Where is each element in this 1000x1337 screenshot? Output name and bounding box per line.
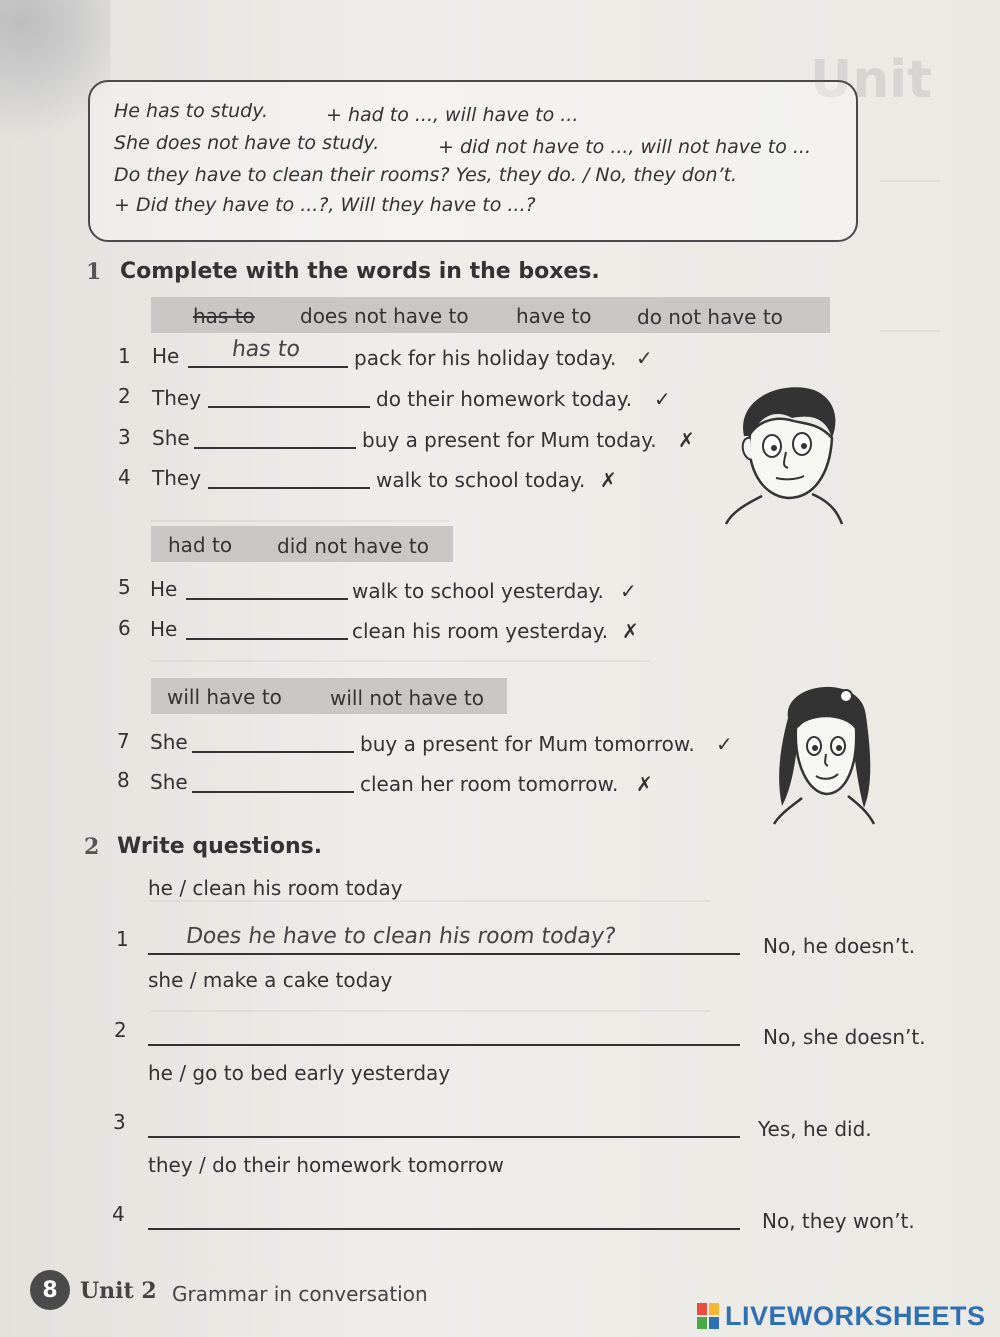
item-number: 8 <box>117 768 130 792</box>
word-box <box>151 678 507 714</box>
ghost-show-through: Unit <box>810 50 932 110</box>
answer-blank[interactable] <box>194 447 356 449</box>
item-text: pack for his holiday today. <box>354 346 617 370</box>
page-number-badge <box>30 1270 70 1310</box>
item-text: clean his room yesterday. <box>352 619 609 643</box>
cross-icon: ✗ <box>600 468 617 492</box>
ghost-line <box>150 1010 710 1012</box>
ghost-line <box>880 330 940 332</box>
item-number: 4 <box>112 1202 125 1226</box>
item-subject: He <box>150 577 178 601</box>
grammar-reference-box <box>88 80 858 242</box>
exercise-number: 2 <box>84 834 100 860</box>
girl-illustration <box>768 668 880 826</box>
answer-line[interactable] <box>148 1136 740 1138</box>
reply-text: Yes, he did. <box>758 1117 872 1141</box>
word-option: do not have to <box>637 305 783 329</box>
cross-icon: ✗ <box>622 619 639 643</box>
answer-blank[interactable] <box>192 751 354 753</box>
word-option: will have to <box>167 685 282 709</box>
check-icon: ✓ <box>636 346 653 370</box>
prompt-cue: he / clean his room today <box>148 876 403 900</box>
boy-illustration <box>722 378 846 528</box>
answer-blank[interactable] <box>186 598 348 600</box>
item-subject: She <box>150 730 188 754</box>
liveworksheets-watermark: LIVEWORKSHEETS <box>725 1301 986 1331</box>
item-number: 5 <box>118 575 131 599</box>
reply-text: No, she doesn’t. <box>763 1025 926 1049</box>
item-number: 3 <box>113 1110 126 1134</box>
word-option: have to <box>516 304 592 328</box>
footer-section: Grammar in conversation <box>172 1282 428 1306</box>
answer-blank[interactable] <box>208 487 370 489</box>
item-number: 4 <box>118 465 131 489</box>
answer-blank[interactable] <box>208 406 370 408</box>
item-number: 1 <box>118 344 131 368</box>
ghost-line <box>150 900 710 902</box>
word-option: had to <box>168 533 233 557</box>
answer-line[interactable] <box>148 953 740 955</box>
word-option: did not have to <box>277 534 429 558</box>
ghost-line <box>150 660 650 662</box>
item-number: 6 <box>118 616 131 640</box>
grammar-line: + Did they have to ...?, Will they have to ...? <box>114 194 536 216</box>
prompt-cue: they / do their homework tomorrow <box>148 1153 504 1177</box>
word-option: has to <box>193 304 255 328</box>
answer-blank[interactable] <box>186 638 348 640</box>
reply-text: No, they won’t. <box>762 1209 915 1233</box>
item-subject: They <box>152 466 202 490</box>
item-text: walk to school today. <box>376 468 586 492</box>
item-text: buy a present for Mum today. <box>362 428 657 452</box>
item-subject: She <box>152 426 190 450</box>
item-text: buy a present for Mum tomorrow. <box>360 732 695 756</box>
prompt-cue: she / make a cake today <box>148 968 393 992</box>
item-number: 3 <box>118 425 131 449</box>
footer-unit: Unit 2 <box>80 1278 157 1304</box>
item-number: 2 <box>118 384 131 408</box>
item-number: 7 <box>117 729 130 753</box>
grammar-line: He has to study. <box>114 100 269 122</box>
exercise-title: Write questions. <box>117 834 323 859</box>
grammar-line: She does not have to study. <box>114 132 380 154</box>
page-number: 8 <box>42 1277 58 1303</box>
item-number: 2 <box>114 1018 127 1042</box>
handwritten-answer[interactable]: has to <box>230 337 302 362</box>
exercise-number: 1 <box>86 259 102 285</box>
word-option: will not have to <box>330 686 485 710</box>
item-text: do their homework today. <box>376 387 633 411</box>
handwritten-answer[interactable]: Does he have to clean his room today? <box>184 924 618 949</box>
grammar-line: + had to ..., will have to ... <box>326 104 579 126</box>
item-number: 1 <box>116 927 129 951</box>
liveworksheets-icon <box>697 1303 719 1329</box>
item-subject: He <box>150 617 178 641</box>
item-subject: She <box>150 770 188 794</box>
answer-line[interactable] <box>148 1228 740 1230</box>
check-icon: ✓ <box>716 732 733 756</box>
cross-icon: ✗ <box>678 428 695 452</box>
item-text: walk to school yesterday. <box>352 579 604 603</box>
exercise-title: Complete with the words in the boxes. <box>120 259 600 284</box>
cross-icon: ✗ <box>636 772 653 796</box>
check-icon: ✓ <box>620 579 637 603</box>
reply-text: No, he doesn’t. <box>763 934 916 958</box>
prompt-cue: he / go to bed early yesterday <box>148 1061 451 1085</box>
word-box <box>151 526 453 562</box>
answer-blank[interactable] <box>192 791 354 793</box>
ghost-line <box>880 180 940 182</box>
item-text: clean her room tomorrow. <box>360 772 619 796</box>
word-box <box>151 297 830 333</box>
grammar-line: + did not have to ..., will not have to ... <box>438 136 811 158</box>
answer-blank[interactable] <box>188 366 348 368</box>
ghost-line <box>150 520 450 522</box>
grammar-line: Do they have to clean their rooms? Yes, they do. / No, they don’t. <box>114 164 738 186</box>
item-subject: He <box>152 344 180 368</box>
item-subject: They <box>152 386 202 410</box>
answer-line[interactable] <box>148 1044 740 1046</box>
check-icon: ✓ <box>654 387 671 411</box>
word-option: does not have to <box>300 304 469 328</box>
